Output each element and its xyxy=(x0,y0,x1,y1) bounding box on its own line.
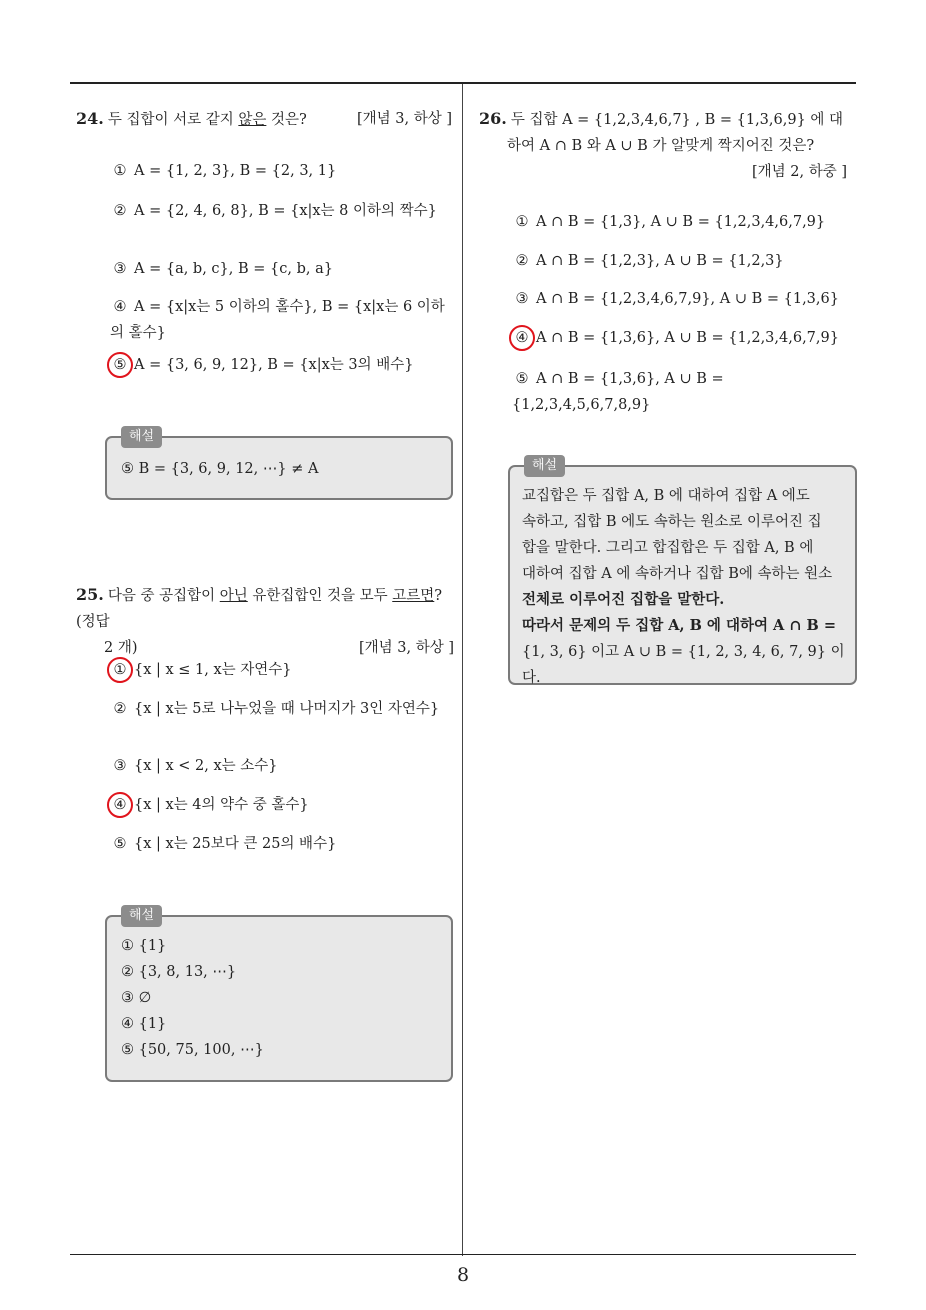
question-text: 다음 중 공집합이 xyxy=(107,588,220,604)
question-24 xyxy=(76,106,452,133)
page-number: 8 xyxy=(456,1264,470,1286)
solution-line: ④ {1} xyxy=(121,1016,167,1032)
option-4[interactable] xyxy=(110,294,450,346)
solution-line: ⑤ {50, 75, 100, ⋯} xyxy=(121,1042,264,1058)
solution-box-25 xyxy=(105,908,453,1082)
option-mark-circled: ④ xyxy=(512,328,532,348)
solution-line: 전체로 이루어진 집합을 말한다. xyxy=(522,591,725,608)
question-number: 25. xyxy=(76,585,104,604)
solution-line: ① {1} xyxy=(121,938,167,954)
question-text-underlined: 아닌 xyxy=(219,588,248,604)
solution-line: ③ ∅ xyxy=(121,990,152,1006)
question-text: 두 집합 A = {1,2,3,4,6,7} , B = {1,3,6,9} 에 대 xyxy=(510,112,844,128)
option-text: A ∩ B = {1,2,3,4,6,7,9}, A ∪ B = {1,3,6} xyxy=(536,291,839,307)
option-mark-circled: ④ xyxy=(110,795,130,815)
option-text: A = {3, 6, 9, 12}, B = {x|x는 3의 배수} xyxy=(134,357,414,373)
question-26 xyxy=(479,106,847,185)
option-text: A ∩ B = {1,3}, A ∪ B = {1,2,3,4,6,7,9} xyxy=(536,214,826,230)
solution-line: 합을 말한다. 그리고 합집합은 두 집합 A, B 에 xyxy=(522,540,814,556)
option-4[interactable] xyxy=(512,325,852,351)
question-text: 두 집합이 서로 같지 xyxy=(107,112,239,128)
option-text: A ∩ B = {1,2,3}, A ∪ B = {1,2,3} xyxy=(536,253,784,269)
solution-line: 따라서 문제의 두 집합 A, B 에 대하여 A ∩ B = xyxy=(522,617,836,634)
option-text: A = {a, b, c}, B = {c, b, a} xyxy=(134,261,333,277)
option-text: {x | x는 4의 약수 중 홀수} xyxy=(134,797,309,813)
top-rule xyxy=(70,82,856,84)
option-5[interactable] xyxy=(110,831,450,857)
option-mark: ⑤ xyxy=(515,371,529,387)
question-text: 유한집합인 것을 모두 xyxy=(247,588,393,604)
option-mark-circled: ① xyxy=(110,660,130,680)
question-text: ? (정답 xyxy=(76,588,443,630)
option-mark: ③ xyxy=(515,291,529,307)
option-mark: ④ xyxy=(113,299,127,315)
question-meta: [개념 3, 하상 ] xyxy=(358,640,454,656)
option-text: A ∩ B = {1,3,6}, A ∪ B = {1,2,3,4,5,6,7,8,9} xyxy=(512,371,724,413)
solution-line: 속하고, 집합 B 에도 속하는 원소로 이루어진 집 xyxy=(522,514,822,530)
question-meta: [개념 3, 하상 ] xyxy=(356,111,452,127)
option-mark: ② xyxy=(515,253,529,269)
solution-label: 해설 xyxy=(524,455,565,477)
option-text: A = {x|x는 5 이하의 홀수}, B = {x|x는 6 이하의 홀수} xyxy=(110,299,445,341)
option-mark: ② xyxy=(113,203,127,219)
option-3[interactable] xyxy=(110,256,450,282)
option-text: {x | x는 5로 나누었을 때 나머지가 3인 자연수} xyxy=(134,701,440,717)
option-text: A = {2, 4, 6, 8}, B = {x|x는 8 이하의 짝수} xyxy=(134,203,437,219)
option-mark: ③ xyxy=(113,758,127,774)
solution-line: ② {3, 8, 13, ⋯} xyxy=(121,964,237,980)
option-1[interactable] xyxy=(512,209,852,235)
column-divider xyxy=(462,84,463,1256)
question-text-underlined: 고르면 xyxy=(392,588,435,604)
solution-line: ⑤ B = {3, 6, 9, 12, ⋯} ≠ A xyxy=(121,461,319,477)
solution-box-24 xyxy=(105,429,453,500)
option-2[interactable] xyxy=(110,198,450,224)
option-mark: ② xyxy=(113,701,127,717)
option-5[interactable] xyxy=(512,366,846,418)
option-3[interactable] xyxy=(110,753,450,779)
solution-line: 대하여 집합 A 에 속하거나 집합 B에 속하는 원소 xyxy=(522,566,833,582)
option-text: {x | x는 25보다 큰 25의 배수} xyxy=(134,836,337,852)
solution-box-26 xyxy=(508,458,857,686)
option-text: A = {1, 2, 3}, B = {2, 3, 1} xyxy=(134,163,337,179)
question-text: 것은? xyxy=(266,112,307,128)
option-1[interactable] xyxy=(110,158,450,184)
question-meta: [개념 2, 하중 ] xyxy=(751,164,847,180)
option-text: {x | x ≤ 1, x는 자연수} xyxy=(134,662,292,678)
question-text: 2 개) xyxy=(104,640,138,656)
option-text: A ∩ B = {1,3,6}, A ∪ B = {1,2,3,4,6,7,9} xyxy=(536,330,839,346)
option-mark: ① xyxy=(515,214,529,230)
solution-label: 해설 xyxy=(121,905,162,927)
question-25 xyxy=(76,582,454,661)
option-mark: ⑤ xyxy=(113,836,127,852)
option-4[interactable] xyxy=(110,792,450,818)
option-mark: ① xyxy=(113,163,127,179)
option-text: {x | x < 2, x는 소수} xyxy=(134,758,278,774)
question-number: 24. xyxy=(76,109,104,128)
option-1[interactable] xyxy=(110,657,450,683)
solution-label: 해설 xyxy=(121,426,162,448)
option-3[interactable] xyxy=(512,286,852,312)
bottom-rule xyxy=(70,1254,856,1255)
option-mark-circled: ⑤ xyxy=(110,355,130,375)
solution-line: 교집합은 두 집합 A, B 에 대하여 집합 A 에도 xyxy=(522,488,810,504)
question-text: 하여 A ∩ B 와 A ∪ B 가 알맞게 짝지어진 것은? xyxy=(507,138,815,154)
solution-line: {1, 3, 6} 이고 A ∪ B = {1, 2, 3, 4, 6, 7, 9} 이다. xyxy=(522,644,845,686)
option-2[interactable] xyxy=(110,696,450,722)
option-5[interactable] xyxy=(110,352,450,378)
question-number: 26. xyxy=(479,109,507,128)
option-mark: ③ xyxy=(113,261,127,277)
question-text-underlined: 않은 xyxy=(238,112,267,128)
option-2[interactable] xyxy=(512,248,852,274)
